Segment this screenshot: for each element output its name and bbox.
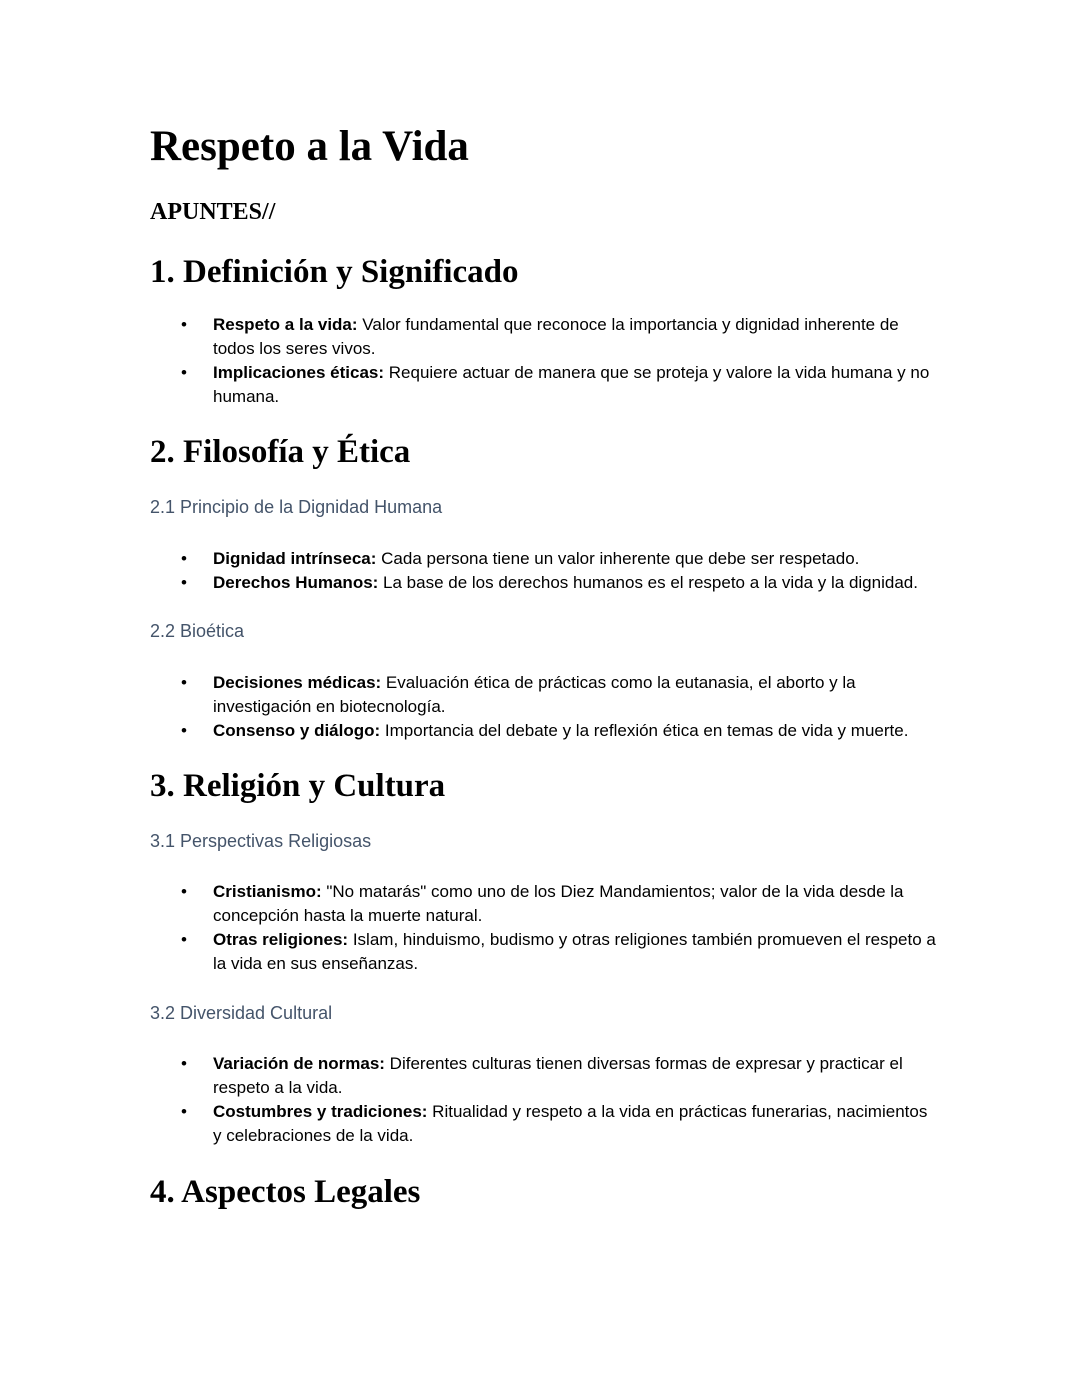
subsection-heading: 3.1 Perspectivas Religiosas bbox=[150, 831, 372, 851]
bullet-list bbox=[150, 880, 940, 976]
subsection-heading: 2.2 Bioética bbox=[150, 621, 245, 641]
section-heading: 3. Religión y Cultura bbox=[150, 768, 446, 804]
list-item bbox=[150, 719, 940, 743]
bullet-icon: • bbox=[181, 721, 187, 740]
bullet-icon: • bbox=[181, 882, 187, 901]
list-item-term: Decisiones médicas: bbox=[213, 673, 382, 692]
bullet-list bbox=[150, 671, 940, 743]
list-item-text: Islam, hinduismo, budismo y otras religiones también promueven el respeto a la vida en sus enseñanzas. bbox=[213, 930, 936, 973]
list-item-term: Otras religiones: bbox=[213, 930, 349, 949]
page-title: Respeto a la Vida bbox=[150, 123, 469, 170]
list-item bbox=[150, 928, 940, 976]
list-item-term: Derechos Humanos: bbox=[213, 573, 379, 592]
list-item-text: Valor fundamental que reconoce la importancia y dignidad inherente de todos los seres vivos. bbox=[213, 315, 899, 358]
bullet-icon: • bbox=[181, 573, 187, 592]
bullet-icon: • bbox=[181, 930, 187, 949]
bullet-icon: • bbox=[181, 363, 187, 382]
list-item-text: Requiere actuar de manera que se proteja y valore la vida humana y no humana. bbox=[213, 363, 930, 406]
list-item-text: Importancia del debate y la reflexión ética en temas de vida y muerte. bbox=[380, 721, 909, 740]
list-item-text: La base de los derechos humanos es el respeto a la vida y la dignidad. bbox=[378, 573, 918, 592]
list-item-term: Variación de normas: bbox=[213, 1054, 385, 1073]
list-item-term: Costumbres y tradiciones: bbox=[213, 1102, 428, 1121]
list-item bbox=[150, 361, 940, 409]
list-item bbox=[150, 547, 940, 571]
bullet-icon: • bbox=[181, 1102, 187, 1121]
list-item bbox=[150, 313, 940, 361]
list-item-term: Respeto a la vida: bbox=[213, 315, 358, 334]
document-subtitle: APUNTES// bbox=[150, 199, 276, 225]
section-heading: 4. Aspectos Legales bbox=[150, 1174, 421, 1210]
list-item bbox=[150, 571, 940, 595]
list-item-text: Diferentes culturas tienen diversas formas de expresar y practicar el respeto a la vida. bbox=[213, 1054, 903, 1097]
list-item-term: Consenso y diálogo: bbox=[213, 721, 381, 740]
section-heading: 1. Definición y Significado bbox=[150, 254, 519, 290]
list-item-text: "No matarás" como uno de los Diez Mandamientos; valor de la vida desde la concepción hasta la muerte natural. bbox=[213, 882, 904, 925]
bullet-icon: • bbox=[181, 549, 187, 568]
bullet-list bbox=[150, 547, 940, 595]
list-item-term: Implicaciones éticas: bbox=[213, 363, 385, 382]
bullet-list bbox=[150, 1052, 940, 1148]
list-item-term: Cristianismo: bbox=[213, 882, 322, 901]
subsection-heading: 2.1 Principio de la Dignidad Humana bbox=[150, 497, 443, 517]
list-item-text: Ritualidad y respeto a la vida en prácticas funerarias, nacimientos y celebraciones de la vida. bbox=[213, 1102, 928, 1145]
list-item bbox=[150, 671, 940, 719]
section-heading: 2. Filosofía y Ética bbox=[150, 434, 411, 470]
subsection-heading: 3.2 Diversidad Cultural bbox=[150, 1003, 333, 1023]
bullet-icon: • bbox=[181, 1054, 187, 1073]
bullet-icon: • bbox=[181, 673, 187, 692]
list-item-text: Evaluación ética de prácticas como la eutanasia, el aborto y la investigación en biotecnología. bbox=[213, 673, 856, 716]
list-item bbox=[150, 1100, 940, 1148]
list-item-text: Cada persona tiene un valor inherente que debe ser respetado. bbox=[376, 549, 860, 568]
bullet-list bbox=[150, 313, 940, 409]
bullet-icon: • bbox=[181, 315, 187, 334]
list-item-term: Dignidad intrínseca: bbox=[213, 549, 377, 568]
list-item bbox=[150, 1052, 940, 1100]
list-item bbox=[150, 880, 940, 928]
